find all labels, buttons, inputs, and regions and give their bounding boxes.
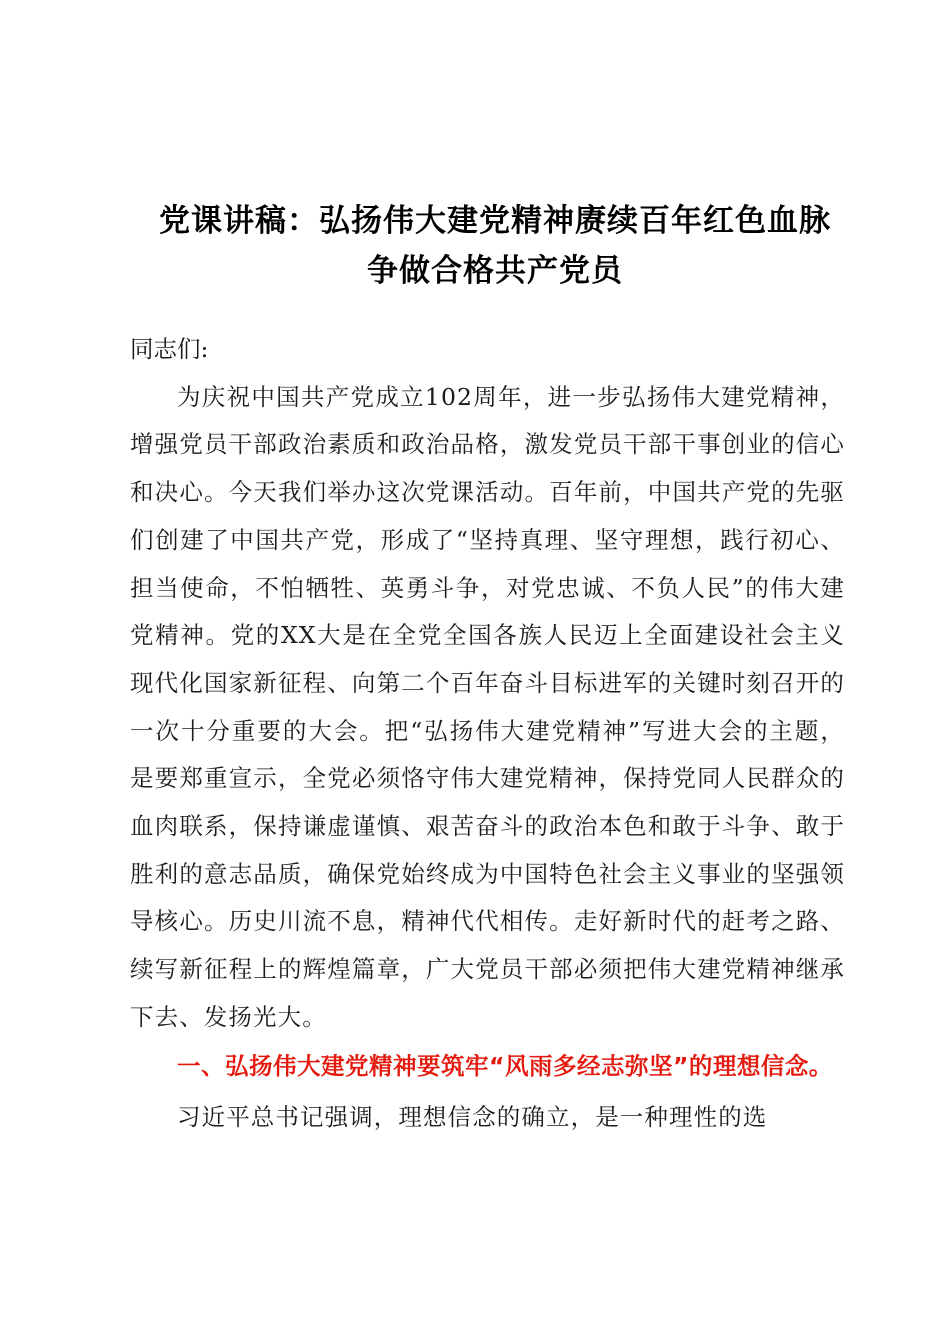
- document-title: [110, 196, 880, 296]
- title-line-1: 党课讲稿：弘扬伟大建党精神赓续百年红色血脉: [159, 203, 831, 239]
- section-heading-1: 一、弘扬伟大建党精神要筑牢“风雨多经志弥坚”的理想信念。: [177, 1051, 833, 1080]
- paragraph-intro: 为庆祝中国共产党成立102周年，进一步弘扬伟大建党精神，增强党员干部政治素质和政治品格，激发党员干部干事创业的信心和决心。今天我们举办这次党课活动。百年前，中国共产党的先驱们创建了中国共产党，形成了“坚持真理、坚守理想，践行初心、担当使命，不怕牺牲、英勇斗争，对党忠诚、不负人民”的伟大建党精神。党的XX大是在全党全国各族人民迈上全面建设社会主义现代化国家新征程、向第二个百年奋斗目标进军的关键时刻召开的一次十分重要的大会。把“弘扬伟大建党精神”写进大会的主题，是要郑重宣示，全党必须恪守伟大建党精神，保持党同人民群众的血肉联系，保持谦虚谨慎、艰苦奋斗的政治本色和敢于斗争、敢于胜利的意志品质，确保党始终成为中国特色社会主义事业的坚强领导核心。历史川流不息，精神代代相传。走好新时代的赶考之路、续写新征程上的辉煌篇章，广大党员干部必须把伟大建党精神继承下去、发扬光大。: [130, 382, 845, 1031]
- paragraph-section-1: 习近平总书记强调，理想信念的确立，是一种理性的选: [177, 1102, 768, 1131]
- title-line-2: 争做合格共产党员: [367, 253, 623, 289]
- document-body: [130, 326, 845, 1141]
- salutation: 同志们:: [130, 335, 209, 363]
